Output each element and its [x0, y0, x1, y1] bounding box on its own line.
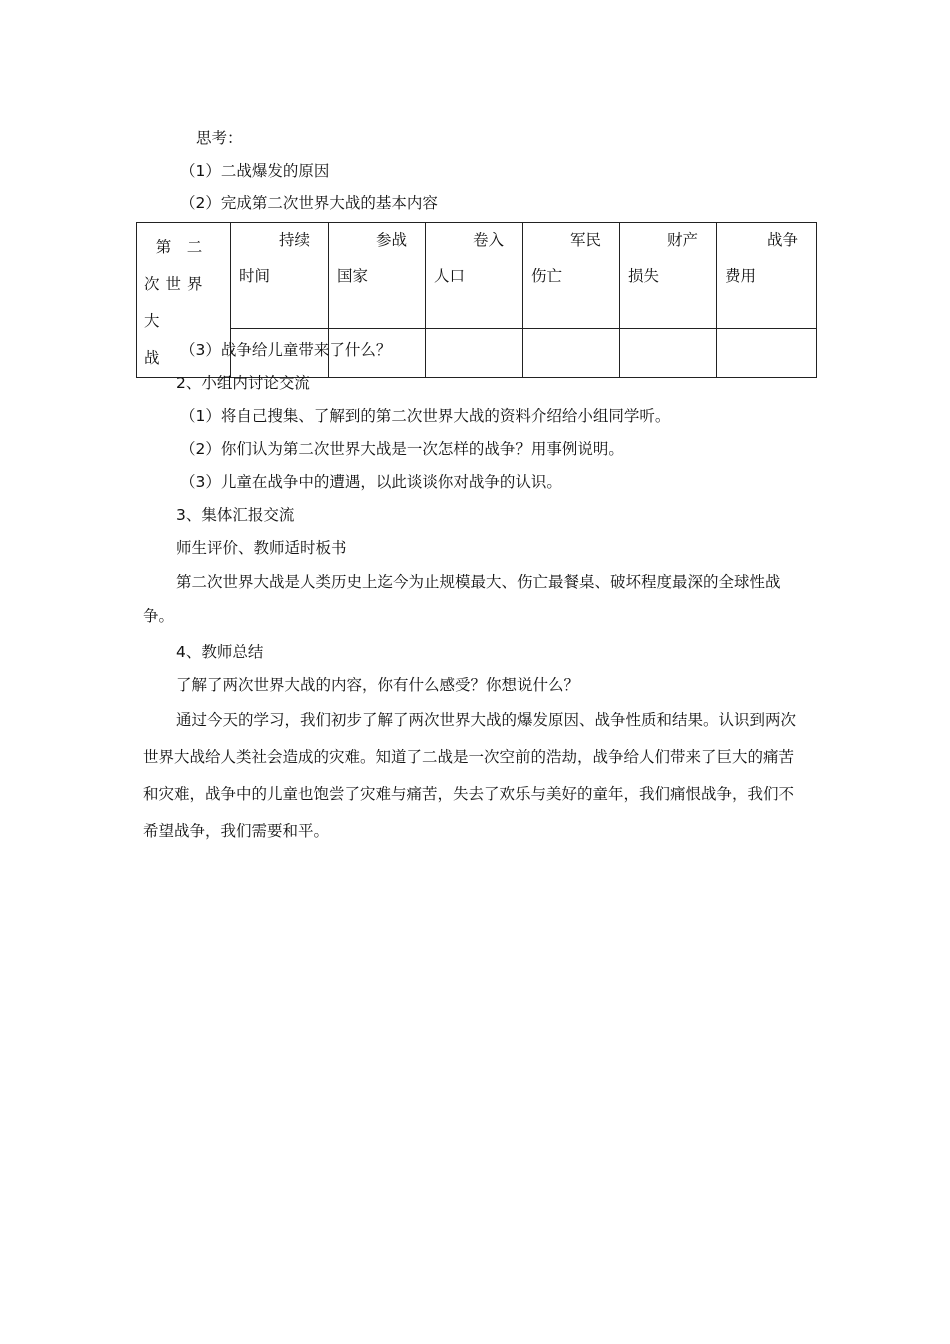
header-population-bottom: 人口	[434, 267, 466, 285]
header-casualties-bottom: 伤亡	[531, 267, 563, 285]
header-property-loss-bottom: 损失	[628, 267, 660, 285]
section-2-item-3: （3）儿童在战争中的遭遇，以此谈谈你对战争的认识。	[180, 473, 562, 491]
section-3-heading: 3、集体汇报交流	[176, 506, 295, 524]
header-casualties-top: 军民	[569, 231, 601, 249]
section-4-question: 了解了两次世界大战的内容，你有什么感受？你想说什么？	[176, 676, 580, 694]
cell-property-loss-value[interactable]	[620, 328, 717, 377]
section-2-item-1: （1）将自己搜集、了解到的第二次世界大战的资料介绍给小组同学听。	[180, 407, 671, 425]
header-duration-top: 持续	[278, 231, 310, 249]
header-war-cost-top: 战争	[766, 231, 798, 249]
row-header-line-3: 战	[144, 349, 160, 367]
cell-population-value[interactable]	[426, 328, 523, 377]
header-countries-top: 参战	[375, 231, 407, 249]
header-countries	[329, 223, 426, 329]
header-countries-bottom: 国家	[337, 267, 369, 285]
cell-casualties-value[interactable]	[523, 328, 620, 377]
header-war-cost	[717, 223, 817, 329]
section-2-item-2: （2）你们认为第二次世界大战是一次怎样的战争？用事例说明。	[180, 440, 624, 458]
section-2-heading: 2、小组内讨论交流	[176, 374, 310, 392]
header-casualties	[523, 223, 620, 329]
think-label: 思考：	[196, 129, 243, 147]
header-population-top: 卷入	[472, 231, 504, 249]
cell-war-cost-value[interactable]	[717, 328, 817, 377]
header-war-cost-bottom: 费用	[725, 267, 757, 285]
header-property-loss-top: 财产	[666, 231, 698, 249]
header-population	[426, 223, 523, 329]
header-duration	[231, 223, 329, 329]
section-4-paragraph: 通过今天的学习，我们初步了解了两次世界大战的爆发原因、战争性质和结果。认识到两次世界大战给人类社会造成的灾难。知道了二战是一次空前的浩劫，战争给人们带来了巨大的痛苦和灾难，战争中的儿童也饱尝了灾难与痛苦，失去了欢乐与美好的童年，我们痛恨战争，我们不希望战争，我们需要和平。	[143, 711, 797, 840]
header-property-loss	[620, 223, 717, 329]
question-2: （2）完成第二次世界大战的基本内容	[180, 194, 438, 212]
question-3: （3）战争给儿童带来了什么？	[180, 341, 392, 359]
row-header-line-2: 次世界大	[144, 275, 209, 330]
section-3-subheading: 师生评价、教师适时板书	[176, 539, 347, 557]
question-1: （1）二战爆发的原因	[180, 162, 330, 180]
row-header-line-1: 第 二	[155, 238, 203, 256]
section-3-paragraph: 第二次世界大战是人类历史上迄今为止规模最大、伤亡最餐桌、破坏程度最深的全球性战争。	[143, 573, 781, 625]
section-4-heading: 4、教师总结	[176, 643, 264, 661]
header-duration-bottom: 时间	[239, 267, 271, 285]
